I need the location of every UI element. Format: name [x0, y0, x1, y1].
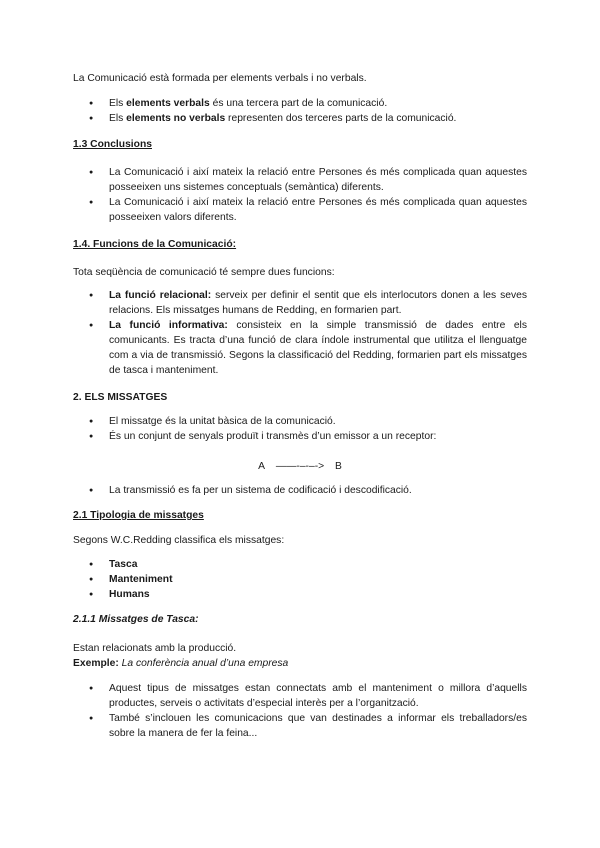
section-heading-1-4: 1.4. Funcions de la Comunicació: [73, 239, 237, 250]
list-item: ● La transmissió es fa per un sistema de codificació i descodificació. [73, 483, 527, 498]
list-item: ● El missatge és la unitat bàsica de la comunicació. [73, 414, 527, 429]
list-item: ● Humans [73, 587, 527, 602]
arrow-icon: ——-–-–-> [275, 461, 325, 472]
conclusions-list [73, 165, 527, 225]
section-heading-2-1: 2.1 Tipologia de missatges [73, 510, 204, 521]
transmission-diagram [73, 459, 527, 474]
section-heading-2-1-1: 2.1.1 Missatges de Tasca: [73, 614, 199, 625]
task-line: Estan relacionats amb la producció. [73, 643, 237, 654]
list-item: ● La Comunicació i així mateix la relació entre Persones és més complicada quan aquestes posseeixen valors diferents. [73, 195, 527, 225]
intro-paragraph: La Comunicació està formada per elements verbals i no verbals. [73, 73, 367, 84]
list-item: ● Els elements verbals és una tercera part de la comunicació. [73, 96, 527, 111]
list-item: ● La funció relacional: serveix per definir el sentit que els interlocutors donen a les seves relacions. Els missatges humans de Redding, en formarien part. [73, 288, 527, 318]
functions-intro: Tota seqüència de comunicació té sempre dues funcions: [73, 267, 335, 278]
list-item: ● Tasca [73, 557, 527, 572]
typology-list [73, 557, 527, 602]
list-item: ● Aquest tipus de missatges estan connectats amb el manteniment o millora d’aquells productes, serveis o activitats d’especial interès per a l’organització. [73, 681, 527, 711]
list-item: ● També s’inclouen les comunicacions que van destinades a informar els treballadors/es sobre la manera de fer la feina... [73, 711, 527, 741]
list-item: ● Manteniment [73, 572, 527, 587]
receiver-label: B [335, 461, 342, 472]
list-item: ● És un conjunt de senyals produït i transmès d’un emissor a un receptor: [73, 429, 527, 444]
example-line: Exemple: La conferència anual d’una empresa [73, 658, 289, 669]
list-item: ● La Comunicació i així mateix la relació entre Persones és més complicada quan aquestes posseeixen uns sistemes conceptuals (semàntica) diferents. [73, 165, 527, 195]
emitter-label: A [258, 461, 265, 472]
messages-list [73, 414, 527, 444]
task-list [73, 681, 527, 741]
intro-list [73, 96, 527, 126]
functions-list [73, 288, 527, 378]
messages-list-2 [73, 483, 527, 498]
section-heading-1-3: 1.3 Conclusions [73, 139, 152, 150]
section-heading-2: 2. ELS MISSATGES [73, 392, 168, 403]
list-item: ● La funció informativa: consisteix en la simple transmissió de dades entre els comunicants. Es tracta d’una funció de clara índole instrumental que utilitza el llenguatge com a via de transmissió. Segons la classificació del Redding, formarien part els missatges de tasca i manteniment. [73, 318, 527, 378]
typology-intro: Segons W.C.Redding classifica els missatges: [73, 535, 285, 546]
list-item: ● Els elements no verbals representen dos terceres parts de la comunicació. [73, 111, 527, 126]
